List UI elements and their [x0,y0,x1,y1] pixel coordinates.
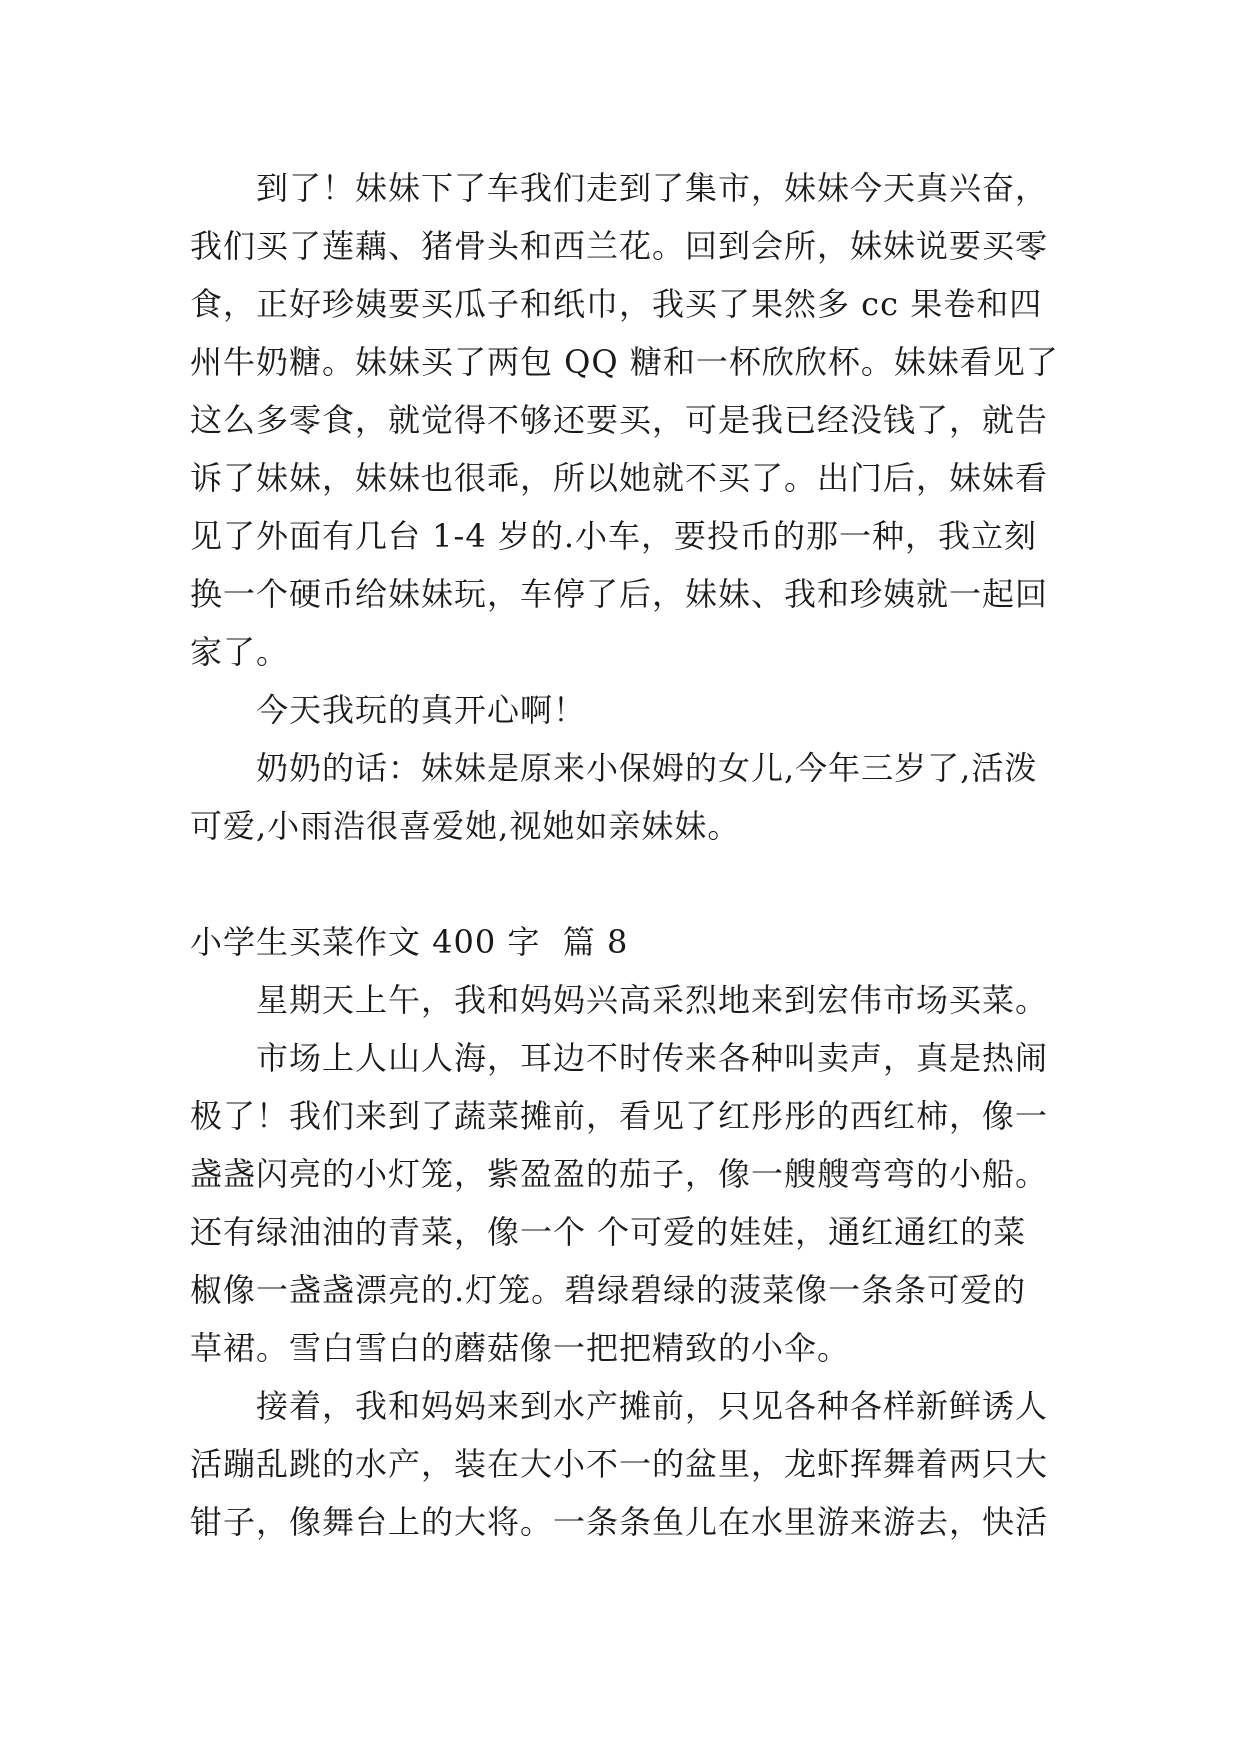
paragraph-line: 奶奶的话：妹妹是原来小保姆的女儿,今年三岁了,活泼 [256,749,1038,787]
paragraph-line: 这么多零食，就觉得不够还要买，可是我已经没钱了，就告 [190,401,1049,439]
paragraph-line: 到了！妹妹下了车我们走到了集市，妹妹今天真兴奋， [256,169,1049,207]
paragraph [190,681,1060,739]
paragraph-line: 我们买了莲藕、猪骨头和西兰花。回到会所，妹妹说要买零 [190,227,1049,265]
paragraph-line: 食，正好珍姨要买瓜子和纸巾，我买了果然多 cc 果卷和四 [190,285,1043,323]
paragraph-line: 草裙。雪白雪白的蘑菇像一把把精致的小伞。 [190,1329,851,1367]
paragraph-line: 州牛奶糖。妹妹买了两包 QQ 糖和一杯欣欣杯。妹妹看见了 [190,343,1059,381]
paragraph [190,971,1060,1029]
section-spacer [190,855,1060,913]
paragraph-line: 盏盏闪亮的小灯笼，紫盈盈的茄子，像一艘艘弯弯的小船。 [190,1155,1049,1193]
paragraph-line: 极了！我们来到了蔬菜摊前，看见了红彤彤的西红柿，像一 [190,1097,1049,1135]
paragraph-line: 可爱,小雨浩很喜爱她,视她如亲妹妹。 [190,807,741,845]
paragraph-line: 诉了妹妹，妹妹也很乖，所以她就不买了。出门后，妹妹看 [190,459,1049,497]
paragraph-line: 换一个硬币给妹妹玩，车停了后，妹妹、我和珍姨就一起回 [190,575,1049,613]
paragraph-line: 椒像一盏盏漂亮的.灯笼。碧绿碧绿的菠菜像一条条可爱的 [190,1271,1027,1309]
paragraph [190,159,1060,681]
paragraph-line: 接着，我和妈妈来到水产摊前，只见各种各样新鲜诱人 [256,1387,1049,1425]
paragraph-line: 还有绿油油的青菜，像一个 个可爱的娃娃，通红通红的菜 [190,1213,1027,1251]
section-heading: 小学生买菜作文 400 字 篇 8 [190,923,629,961]
paragraph [190,1029,1060,1377]
document-body [190,159,1060,1551]
paragraph-line: 钳子，像舞台上的大将。一条条鱼儿在水里游来游去，快活 [190,1503,1049,1541]
paragraph-line: 见了外面有几台 1-4 岁的.小车，要投币的那一种，我立刻 [190,517,1038,555]
paragraph-line: 活蹦乱跳的水产，装在大小不一的盆里，龙虾挥舞着两只大 [190,1445,1049,1483]
paragraph-line: 今天我玩的真开心啊！ [256,691,587,729]
paragraph-line: 家了。 [190,633,290,671]
paragraph [190,739,1060,855]
paragraph-line: 星期天上午，我和妈妈兴高采烈地来到宏伟市场买菜。 [256,981,1049,1019]
paragraph-line: 市场上人山人海，耳边不时传来各种叫卖声，真是热闹 [256,1039,1049,1077]
paragraph [190,1377,1060,1551]
